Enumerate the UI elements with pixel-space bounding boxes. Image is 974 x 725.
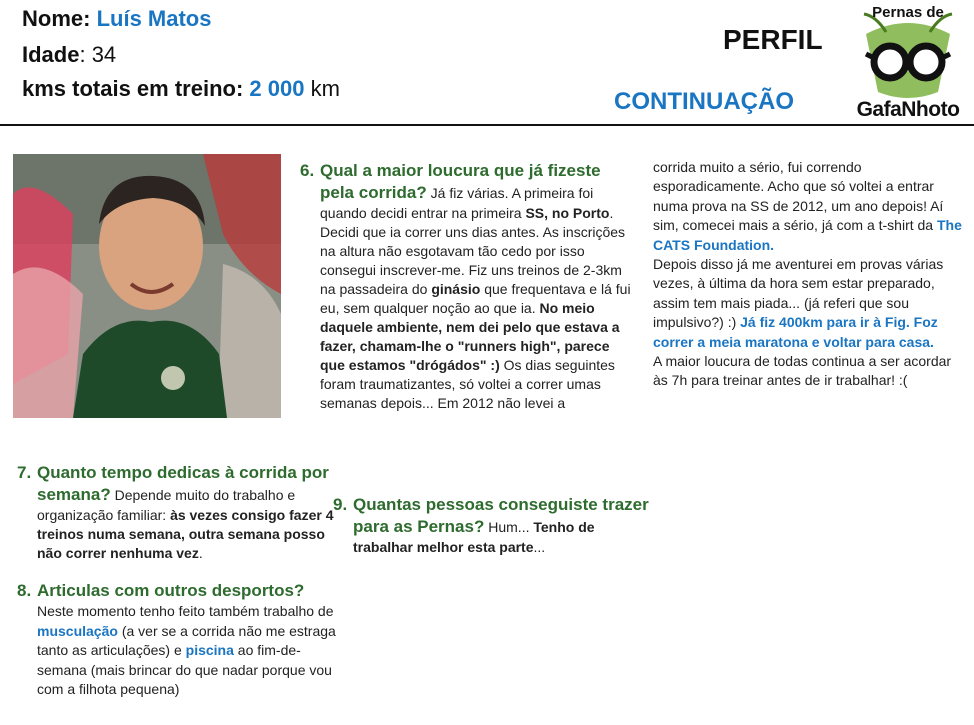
question-7 <box>17 462 339 563</box>
answer-6-highlight-2: ginásio <box>431 281 481 297</box>
answer-9-text-1: Hum... <box>484 519 534 535</box>
pernas-de-gafanhoto-logo <box>846 4 970 122</box>
continuation-highlight-1: The CATS Foundation. <box>653 217 962 253</box>
answer-8-text-2: (a ver se a corrida não me estraga tanto as articulações) e <box>37 622 336 658</box>
total-km-line <box>22 76 340 102</box>
answer-6-text-4: Os dias seguintes foram traumatizantes, só voltei a correr umas semanas depois... Em 2012 não levei a <box>320 357 615 411</box>
question-7-number: 7. <box>17 463 32 482</box>
name-value: Luís Matos <box>96 6 212 31</box>
question-7-title: Quanto tempo dedicas à corrida por semana? <box>37 463 329 504</box>
runner-photo <box>13 154 281 418</box>
page-subtitle: CONTINUAÇÃO <box>614 88 794 115</box>
question-9-number: 9. <box>333 495 348 514</box>
age-value: : 34 <box>79 42 117 67</box>
answer-7-text-1: Depende muito do trabalho e organização familiar: <box>37 487 296 523</box>
question-9-title: Quantas pessoas conseguiste trazer para as Pernas? <box>353 495 649 536</box>
continuation-text-3: A maior loucura de todas continua a ser acordar às 7h para treinar antes de ir trabalhar! :( <box>653 353 952 389</box>
name-label: Nome: <box>22 6 91 31</box>
answer-8-highlight-1: musculação <box>37 622 118 639</box>
total-km-label: kms totais em treino: <box>22 76 244 101</box>
logo-text-bottom: GafaNhoto <box>856 98 960 121</box>
continuation-highlight-2: Já fiz 400km para ir à Fig. Foz correr a meia maratona e voltar para casa. <box>653 314 938 350</box>
header-divider <box>0 124 974 126</box>
continuation-text-1: corrida muito a sério, fui correndo esporadicamente. Acho que só voltei a entrar numa prova na SS de 2012, um ano depois! Aí sim, comecei mais a sério, já com a t-shirt da <box>653 159 944 234</box>
answer-8-text-1: Neste momento tenho feito também trabalho de <box>37 603 334 619</box>
question-8-number: 8. <box>17 581 32 600</box>
answer-6-highlight-1: SS, no Porto <box>525 205 610 221</box>
total-km-unit: km <box>310 76 340 101</box>
answer-8-text-3: ao fim-de-semana (mais brincar do que nadar porque vou com a filhota pequena) <box>37 642 332 697</box>
answer-7-text-2: . <box>198 545 203 561</box>
answer-7-highlight-1: às vezes consigo fazer 4 treinos numa semana, outra semana posso não correr nenhuma vez <box>37 507 334 561</box>
answer-6-highlight-3: No meio daquele ambiente, nem dei pelo que estava a fazer, chamam-lhe o "runners high", parece que estamos "drógádos" :) <box>320 300 620 373</box>
page-title: PERFIL <box>723 24 823 55</box>
continuation-text-2: Depois disso já me aventurei em provas várias vezes, à última da hora sem estar preparado, assim tem mais piada... (já referi que sou impulsivo?) :) <box>653 256 944 331</box>
logo-text-top: Pernas de <box>872 4 944 21</box>
name-line <box>22 6 211 32</box>
question-6-number: 6. <box>300 161 315 180</box>
answer-6-text-3: que frequentava e lá fui eu, sem qualquer noção ao que ia. <box>320 281 631 316</box>
answer-6-continuation <box>653 158 965 391</box>
answer-9-highlight-1: Tenho de trabalhar melhor esta parte <box>353 519 595 555</box>
answer-9-text-2: ... <box>533 539 546 555</box>
question-6-title: Qual a maior loucura que já fizeste pela corrida? <box>320 161 601 202</box>
question-8-title: Articulas com outros desportos? <box>37 581 305 600</box>
answer-6-text-1: Já fiz várias. A primeira foi quando decidi entrar na primeira <box>320 185 594 221</box>
answer-8-highlight-2: piscina <box>185 642 234 658</box>
question-9 <box>333 494 653 557</box>
total-km-value: 2 000 <box>249 76 305 101</box>
answer-6-text-2: . Decidi que ia correr uns dias antes. As inscrições na altura não esgotavam tão cedo por isso consegui inscrever-me. Fiz uns treinos de 2-3km na passadeira do <box>320 205 626 297</box>
question-8 <box>17 580 342 700</box>
age-line <box>22 42 116 68</box>
question-6 <box>300 160 632 413</box>
age-label: Idade <box>22 42 80 67</box>
